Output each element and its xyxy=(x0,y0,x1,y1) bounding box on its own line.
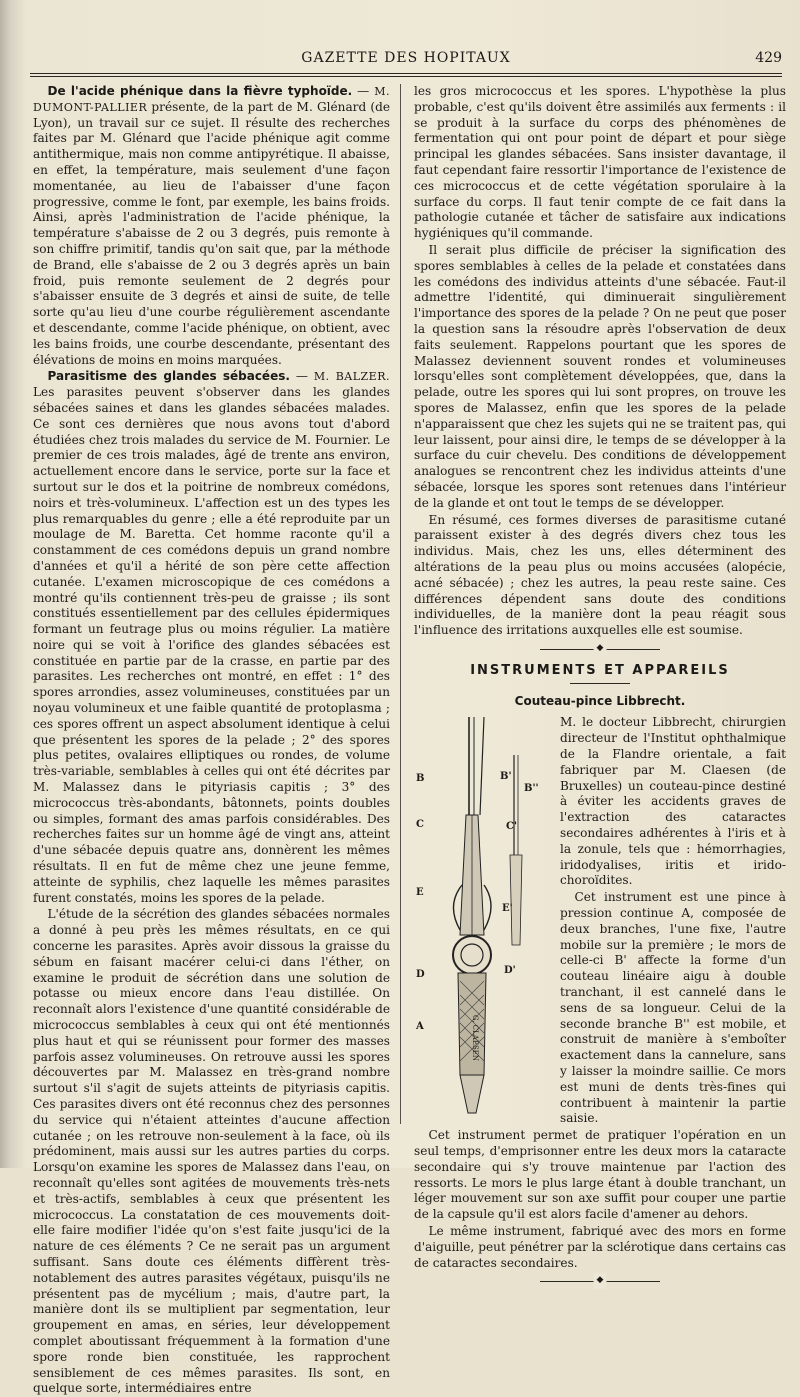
paragraph-text: M. le docteur Libbrecht, chirurgien directeur de l'Institut ophthalmique de la Flandre orientale, a fait fabriquer par M. Claesen (de Bruxelles) un couteau-pince destiné à éviter les accidents graves de l'extraction des cataractes secondaires adhérentes à l'iris et à la zonule, tels que : hémorrhagies, iridodyalises, iritis et irido-choroïdites. xyxy=(560,715,786,888)
figure-label-d-prime: D' xyxy=(504,965,516,977)
header-rule-secondary xyxy=(30,76,782,77)
paragraph-text: présente, de la part de M. Glénard (de Lyon), un travail sur ce sujet. Il résulte des recherches faites par M. Glénard que l'acide phénique agit comme antithermique, mais non comme antipyrétique. Il abaisse, en effet, la température, mais seulement d'une façon momentanée, au lieu de l'abaisser d'une façon progressive, comme le font, par exemple, les bains froids. Ainsi, après l'administration de l'acide phénique, la température s'abaisse de 2 ou 3 degrés, puis remonte à son chiffre primitif, tandis qu'on sait que, par la méthode de Brand, elle s'abaisse de 2 ou 3 degrés après un bain froid, puis remonte seulement de 2 degrés pour s'abaisser ensuite de 3 degrés et ainsi de suite, de telle sorte qu'au lieu d'une courbe régulièrement ascendante et descendante, comme l'acide phénique, on obtient, avec les bains froids, une courbe descendante, présentant des élévations de moins en moins marquées. xyxy=(33,99,390,367)
ornamental-divider xyxy=(540,645,660,653)
article-heading: Parasitisme des glandes sébacées. xyxy=(47,369,290,384)
paragraph-text: L'étude de la sécrétion des glandes sébacées normales a donné à peu près les mêmes résultats, en ce qui concerne les parasites. Après avoir dissous la graisse du sébum en faisant macérer celui-ci dans l'éther, on examine le produit de sécrétion dans une solution de potasse ou mieux encore dans l'eau distillée. On reconnaît alors l'existence d'une quantité considérable de micrococcus semblables à ceux qui ont été mentionnés plus haut et qui se réunissent pour former des masses parfois assez volumineuses. On retrouve aussi les spores découvertes par M. Malassez en très-grand nombre surtout s'il s'agit de sujets atteints de pityriasis capitis. Ces parasites divers ont été reconnus chez des personnes du service qui n'étaient atteintes d'aucune affection cutanée ; on les retrouve non-seulement à la face, où ils prédominent, mais aussi sur les autres parties du corps. Lorsqu'on examine les spores de Malassez dans l'eau, on reconnaît qu'elles sont agitées de mouvements très-nets et très-actifs, semblables à ceux que présentent les micrococcus. La constatation de ces mouvements doit-elle faire modifier l'idée qu'on s'est faite jusqu'ici de la nature de ces éléments ? Ce ne serait pas un argument suffisant. Sans doute ces éléments diffèrent très-notablement des autres parasites végétaux, puisqu'ils ne présentent pas de mycélium ; mais, d'autre part, la manière dont ils se multiplient par segmentation, leur groupement en amas, en séries, leur développement complet aboutissant fréquemment à la formation d'une spore ronde bien constituée, les rapprochent sensiblement de ces mêmes parasites. Ils sont, en quelque sorte, intermédiaires entre xyxy=(33,907,390,1396)
article-heading: De l'acide phénique dans la fièvre typhoïde. xyxy=(47,84,353,98)
article-subheading: Couteau-pince Libbrecht. xyxy=(514,693,686,708)
figure-label-b-prime: B' xyxy=(500,771,512,783)
figure-label-a: A xyxy=(416,1021,424,1033)
figure-label-e-prime: E' xyxy=(502,903,513,915)
section-rule xyxy=(570,683,630,684)
figure-label-b: B xyxy=(416,773,425,785)
paragraph-text: Il serait plus difficile de préciser la signification des spores semblables à celles de la pelade et constatées dans les comédons des individus atteints d'une sébacée. Faut-il admettre l'identité, qui diminuerait singulièrement l'importance des spores de la pelade ? On ne peut que poser la question sans la résoudre après l'observation de deux faits seulement. Rappelons pourtant que les spores de Malassez deviennent souvent rondes et volumineuses lorsqu'elles sont complètement développées, que, dans la pelade, outre les spores qui lui sont propres, on trouve les spores de Malassez, enfin que les spores de la pelade n'apparaissent que chez les sujets qui ne se traitent pas, qui leur laissent, pour ainsi dire, le temps de se développer à la surface du cuir chevelu. Des conditions de développement analogues se rencontrent chez les individus atteints d'une sébacée, lorsque les spores sont retenues dans l'intérieur de la glande et ont tout le temps de se développer. xyxy=(414,242,786,510)
maker-mark: G. CLAESEN xyxy=(470,1015,479,1062)
figure-label-e: E xyxy=(416,887,424,899)
ornamental-divider xyxy=(540,1277,660,1285)
right-column xyxy=(414,84,786,1295)
article-phenol-typhoid xyxy=(33,84,390,368)
paragraph-text: Cet instrument est une pince à pression continue A, composée de deux branches, l'une fixe, l'autre mobile sur la première ; le mors de celle-ci B' affecte la forme d'un couteau linéaire aigu à double tranchant, il est cannelé dans le sens de sa longueur. Celui de la seconde branche B'' est mobile, et construit de manière à s'emboîter exactement dans la cannelure, sans y laisser la moindre saillie. Ce mors est muni de dents très-fines qui contribuent à maintenir la partie saisie. xyxy=(560,890,786,1126)
page-number: 429 xyxy=(755,50,782,66)
left-column xyxy=(33,84,390,1397)
forceps-drawing xyxy=(414,715,554,1115)
section-heading: INSTRUMENTS ET APPAREILS xyxy=(470,662,730,678)
heading-dash: — xyxy=(352,84,375,98)
paragraph-text: En résumé, ces formes diverses de parasitisme cutané paraissent exister à des degrés divers chez tous les individus. Mais, chez les uns, elles déterminent des altérations de la peau plus ou moins accusées (alopécie, acné sébacée) ; chez les autres, la peau reste saine. Ces différences dépendent sans doute des conditions individuelles, de la manière dont la peau réagit sous l'influence des irritations auxquelles elle est soumise. xyxy=(414,512,786,638)
paragraph-text: les gros micrococcus et les spores. L'hypothèse la plus probable, c'est qu'ils doivent être assimilés aux ferments : il se produit à la surface du corps des phénomènes de fermentation qui ont pour point de départ et pour siège principal les glandes sébacées. Sans insister davantage, il faut cependant faire ressortir l'importance de l'existence de ces micrococcus et de cette végétation sporulaire à la surface du corps. Il faut tenir compte de ce fait dans la pathologie cutanée et tâcher de satisfaire aux indications hygiéniques qu'il commande. xyxy=(414,84,786,241)
paragraph-text: Les parasites peuvent s'observer dans les glandes sébacées saines et dans les glandes sébacées malades. Ce sont ces dernières que nous avons tout d'abord étudiées chez trois malades du service de M. Fournier. Le premier de ces trois malades, âgé de trente ans environ, actuellement encore dans le service, porte sur la face et surtout sur le dos et la poitrine de nombreux comédons, noirs et très-volumineux. L'affection est un des types les plus remarquables du genre ; elle a été reproduite par un moulage de M. Baretta. Cet homme raconte qu'il a constamment de ces comédons depuis un grand nombre d'années et qu'il a hérité de son père cette affection cutanée. L'examen microscopique de ces comédons a montré qu'ils contiennent très-peu de graisse ; ils sont constitués essentiellement par des cellules épidermiques formant un feutrage plus ou moins régulier. La matière noire qui se voit à l'orifice des glandes sébacées est constituée en partie par de la crasse, en partie par des parasites. Les recherches ont montré, en effet : 1° des spores arrondies, assez volumineuses, constituées par un noyau volumineux et une faible quantité de protoplasma ; ces spores offrent un aspect absolument identique à celui que présentent les spores de la pelade ; 2° des spores plus petites, ovalaires elliptiques ou rondes, de volume très-variable, semblables à celles qui ont été décrites par M. Malassez dans le pityriasis capitis ; 3° des micrococcus très-abondants, bâtonnets, points doubles ou simples, formant des amas parfois considérables. Des recherches faites sur un homme âgé de vingt ans, atteint d'une sébacée depuis quatre ans, donnèrent les mêmes résultats. Il en fut de même chez une jeune femme, atteinte de syphilis, chez laquelle les mêmes parasites furent constatés, moins les spores de la pelade. xyxy=(33,385,390,905)
figure-label-b-double-prime: B'' xyxy=(524,783,539,795)
paragraph-text: Le même instrument, fabriqué avec des mors en forme d'aiguille, peut pénétrer par la sclérotique dans certains cas de cataractes secondaires. xyxy=(414,1223,786,1270)
header-rule xyxy=(30,73,782,74)
author-name: M. BALZER. xyxy=(313,370,390,384)
column-divider xyxy=(400,84,401,1124)
heading-dash: — xyxy=(289,369,314,384)
figure-label-c: C xyxy=(416,819,424,831)
figure-label-c-prime: C' xyxy=(506,821,518,833)
figure-label-d: D xyxy=(416,969,425,981)
author-name: M. DUMONT-PALLIER xyxy=(33,85,390,114)
article-sebaceous-parasitism xyxy=(33,369,390,906)
journal-title: GAZETTE DES HOPITAUX xyxy=(301,50,511,66)
page-header xyxy=(30,50,782,72)
forceps-illustration xyxy=(414,715,554,1115)
paragraph-text: Cet instrument permet de pratiquer l'opération en un seul temps, d'emprisonner entre les deux mors la cataracte secondaire qui s'y trouve maintenue par l'action des ressorts. Le mors le plus large étant à double tranchant, un léger mouvement sur son axe suffit pour couper une partie de la capsule qu'il est alors facile d'amener au dehors. xyxy=(414,1128,786,1222)
